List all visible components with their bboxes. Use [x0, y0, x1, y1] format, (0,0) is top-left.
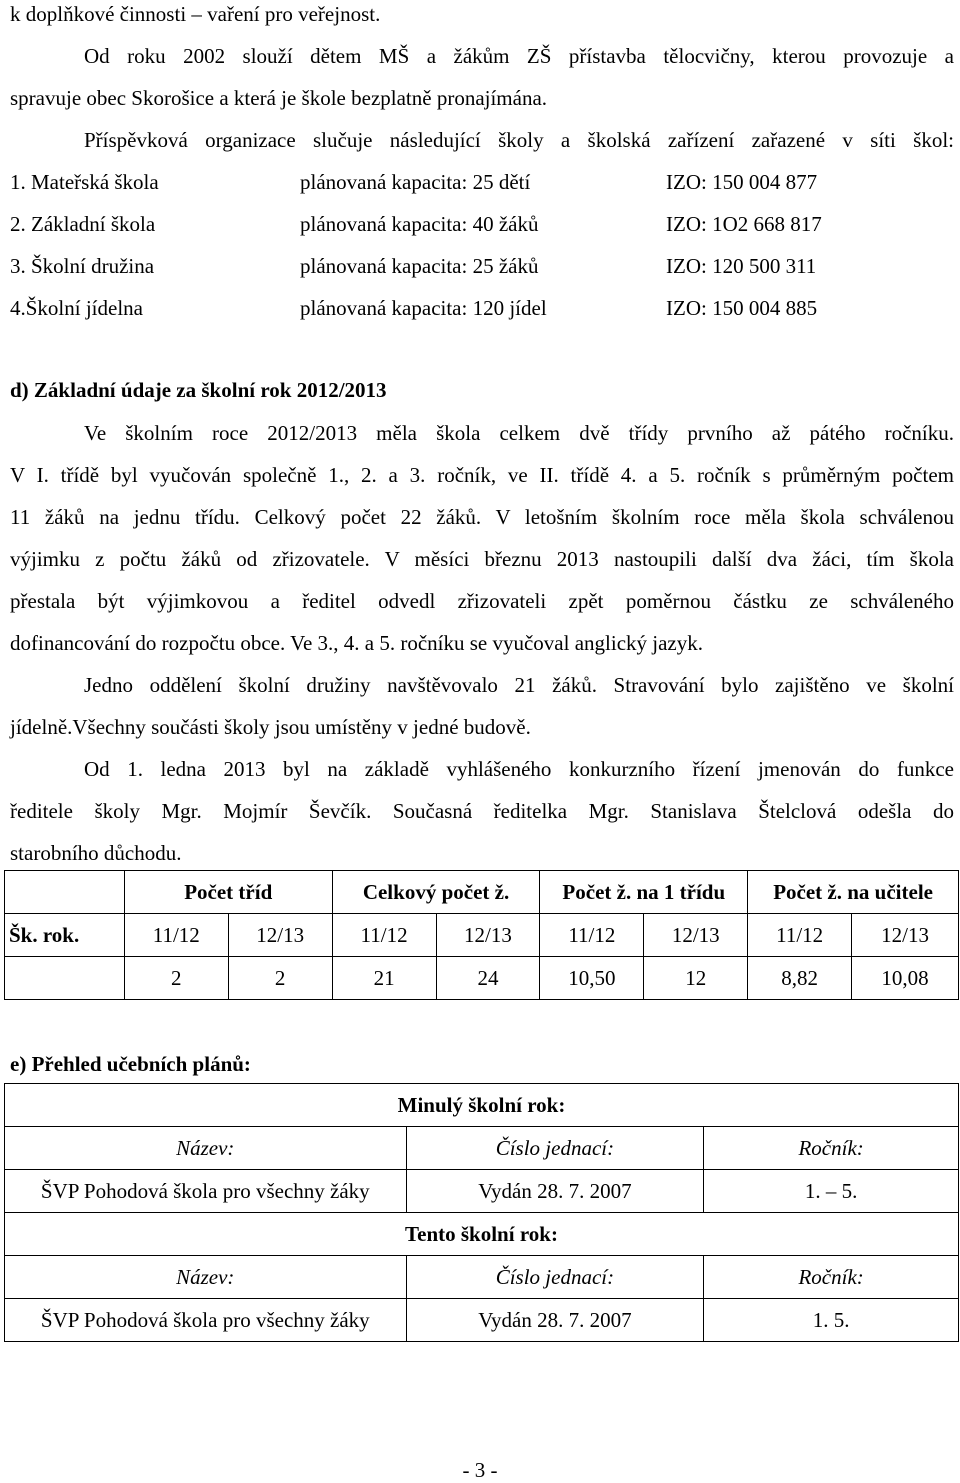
school-capacity: plánovaná kapacita: 25 žáků	[300, 254, 539, 278]
year-cell: 11/12	[124, 914, 228, 957]
section-d-line: výjimku z počtu žáků od zřizovatele. V měsíci březnu 2013 nastoupili další dva žáci, tím škola	[10, 547, 954, 571]
value-cell: 24	[436, 957, 540, 1000]
value-cell: 21	[332, 957, 436, 1000]
table-row	[5, 914, 959, 957]
table-row	[5, 957, 959, 1000]
intro-line-3: spravuje obec Skorošice a která je škole bezplatně pronajímána.	[10, 86, 548, 110]
school-izo: IZO: 150 004 877	[666, 170, 818, 194]
plan-name-cell: ŠVP Pohodová škola pro všechny žáky	[5, 1170, 407, 1213]
block-title-current-year: Tento školní rok:	[5, 1213, 959, 1256]
header-total-pupils: Celkový počet ž.	[332, 871, 540, 914]
year-cell: 11/12	[332, 914, 436, 957]
section-d-line: jídelně.Všechny součásti školy jsou umístěny v jedné budově.	[10, 715, 531, 739]
page-number: - 3 -	[462, 1458, 498, 1482]
table-row	[5, 1256, 959, 1299]
block-title-previous-year: Minulý školní rok:	[5, 1084, 959, 1127]
section-d-line: Ve školním roce 2012/2013 měla škola celkem dvě třídy prvního až pátého ročníku.	[84, 421, 954, 445]
year-cell: 12/13	[436, 914, 540, 957]
section-d-line: 11 žáků na jednu třídu. Celkový počet 22 žáků. V letošním školním roce měla škola schválenou	[10, 505, 954, 529]
school-name: 1. Mateřská škola	[10, 170, 159, 194]
section-d-line: Od 1. ledna 2013 byl na základě vyhlášeného konkurzního řízení jmenován do funkce	[84, 757, 954, 781]
value-cell: 10,08	[852, 957, 959, 1000]
col-header-grade: Ročník:	[704, 1127, 959, 1170]
section-d-heading: d) Základní údaje za školní rok 2012/2013	[10, 378, 387, 402]
school-izo: IZO: 150 004 885	[666, 296, 818, 320]
value-cell: 2	[124, 957, 228, 1000]
col-header-grade: Ročník:	[704, 1256, 959, 1299]
school-capacity: plánovaná kapacita: 40 žáků	[300, 212, 539, 236]
section-d-line: starobního důchodu.	[10, 841, 182, 865]
school-name: 3. Školní družina	[10, 254, 155, 278]
value-cell: 2	[228, 957, 332, 1000]
school-name: 4.Školní jídelna	[10, 296, 143, 320]
plan-reference-cell: Vydán 28. 7. 2007	[406, 1170, 704, 1213]
value-cell: 8,82	[748, 957, 852, 1000]
intro-line-2: Od roku 2002 slouží dětem MŠ a žákům ZŠ přístavba tělocvičny, kterou provozuje a	[84, 44, 954, 68]
section-d-line: ředitele školy Mgr. Mojmír Ševčík. Současná ředitelka Mgr. Stanislava Štelclová odešla do	[10, 799, 954, 823]
col-header-name: Název:	[5, 1127, 407, 1170]
class-stats-table	[4, 870, 959, 1000]
intro-line-4: Příspěvková organizace slučuje následující školy a školská zařízení zařazené v síti škol:	[84, 128, 954, 152]
year-cell: 12/13	[852, 914, 959, 957]
plan-reference-cell: Vydán 28. 7. 2007	[406, 1299, 704, 1342]
row-label-school-year: Šk. rok.	[5, 914, 125, 957]
school-izo: IZO: 120 500 311	[666, 254, 817, 278]
school-name: 2. Základní škola	[10, 212, 156, 236]
plan-name-cell: ŠVP Pohodová škola pro všechny žáky	[5, 1299, 407, 1342]
school-capacity: plánovaná kapacita: 25 dětí	[300, 170, 531, 194]
school-capacity: plánovaná kapacita: 120 jídel	[300, 296, 547, 320]
col-header-name: Název:	[5, 1256, 407, 1299]
year-cell: 11/12	[540, 914, 644, 957]
table-row	[5, 1299, 959, 1342]
col-header-reference: Číslo jednací:	[406, 1256, 704, 1299]
empty-cell	[5, 957, 125, 1000]
plan-grade-cell: 1. – 5.	[704, 1170, 959, 1213]
section-d-line: přestala být výjimkovou a ředitel odvedl zřizovateli zpět poměrnou částku ze schváleného	[10, 589, 954, 613]
table-row	[5, 871, 959, 914]
section-d-line: Jedno oddělení školní družiny navštěvovalo 21 žáků. Stravování bylo zajištěno ve školní	[84, 673, 954, 697]
year-cell: 11/12	[748, 914, 852, 957]
table-row	[5, 1127, 959, 1170]
section-d-line: dofinancování do rozpočtu obce. Ve 3., 4. a 5. ročníku se vyučoval anglický jazyk.	[10, 631, 703, 655]
header-pupils-per-teacher: Počet ž. na učitele	[748, 871, 959, 914]
empty-cell	[5, 871, 125, 914]
header-class-count: Počet tříd	[124, 871, 332, 914]
year-cell: 12/13	[644, 914, 748, 957]
year-cell: 12/13	[228, 914, 332, 957]
section-e-heading: e) Přehled učebních plánů:	[10, 1052, 251, 1076]
value-cell: 12	[644, 957, 748, 1000]
intro-line-1: k doplňkové činnosti – vaření pro veřejnost.	[10, 2, 381, 26]
value-cell: 10,50	[540, 957, 644, 1000]
table-row	[5, 1170, 959, 1213]
table-row	[5, 1084, 959, 1127]
school-izo: IZO: 1O2 668 817	[666, 212, 822, 236]
curriculum-table	[4, 1083, 959, 1342]
col-header-reference: Číslo jednací:	[406, 1127, 704, 1170]
section-d-line: V I. třídě byl vyučován společně 1., 2. a 3. ročník, ve II. třídě 4. a 5. ročník s průměrným počtem	[10, 463, 954, 487]
header-pupils-per-class: Počet ž. na 1 třídu	[540, 871, 748, 914]
plan-grade-cell: 1. 5.	[704, 1299, 959, 1342]
table-row	[5, 1213, 959, 1256]
